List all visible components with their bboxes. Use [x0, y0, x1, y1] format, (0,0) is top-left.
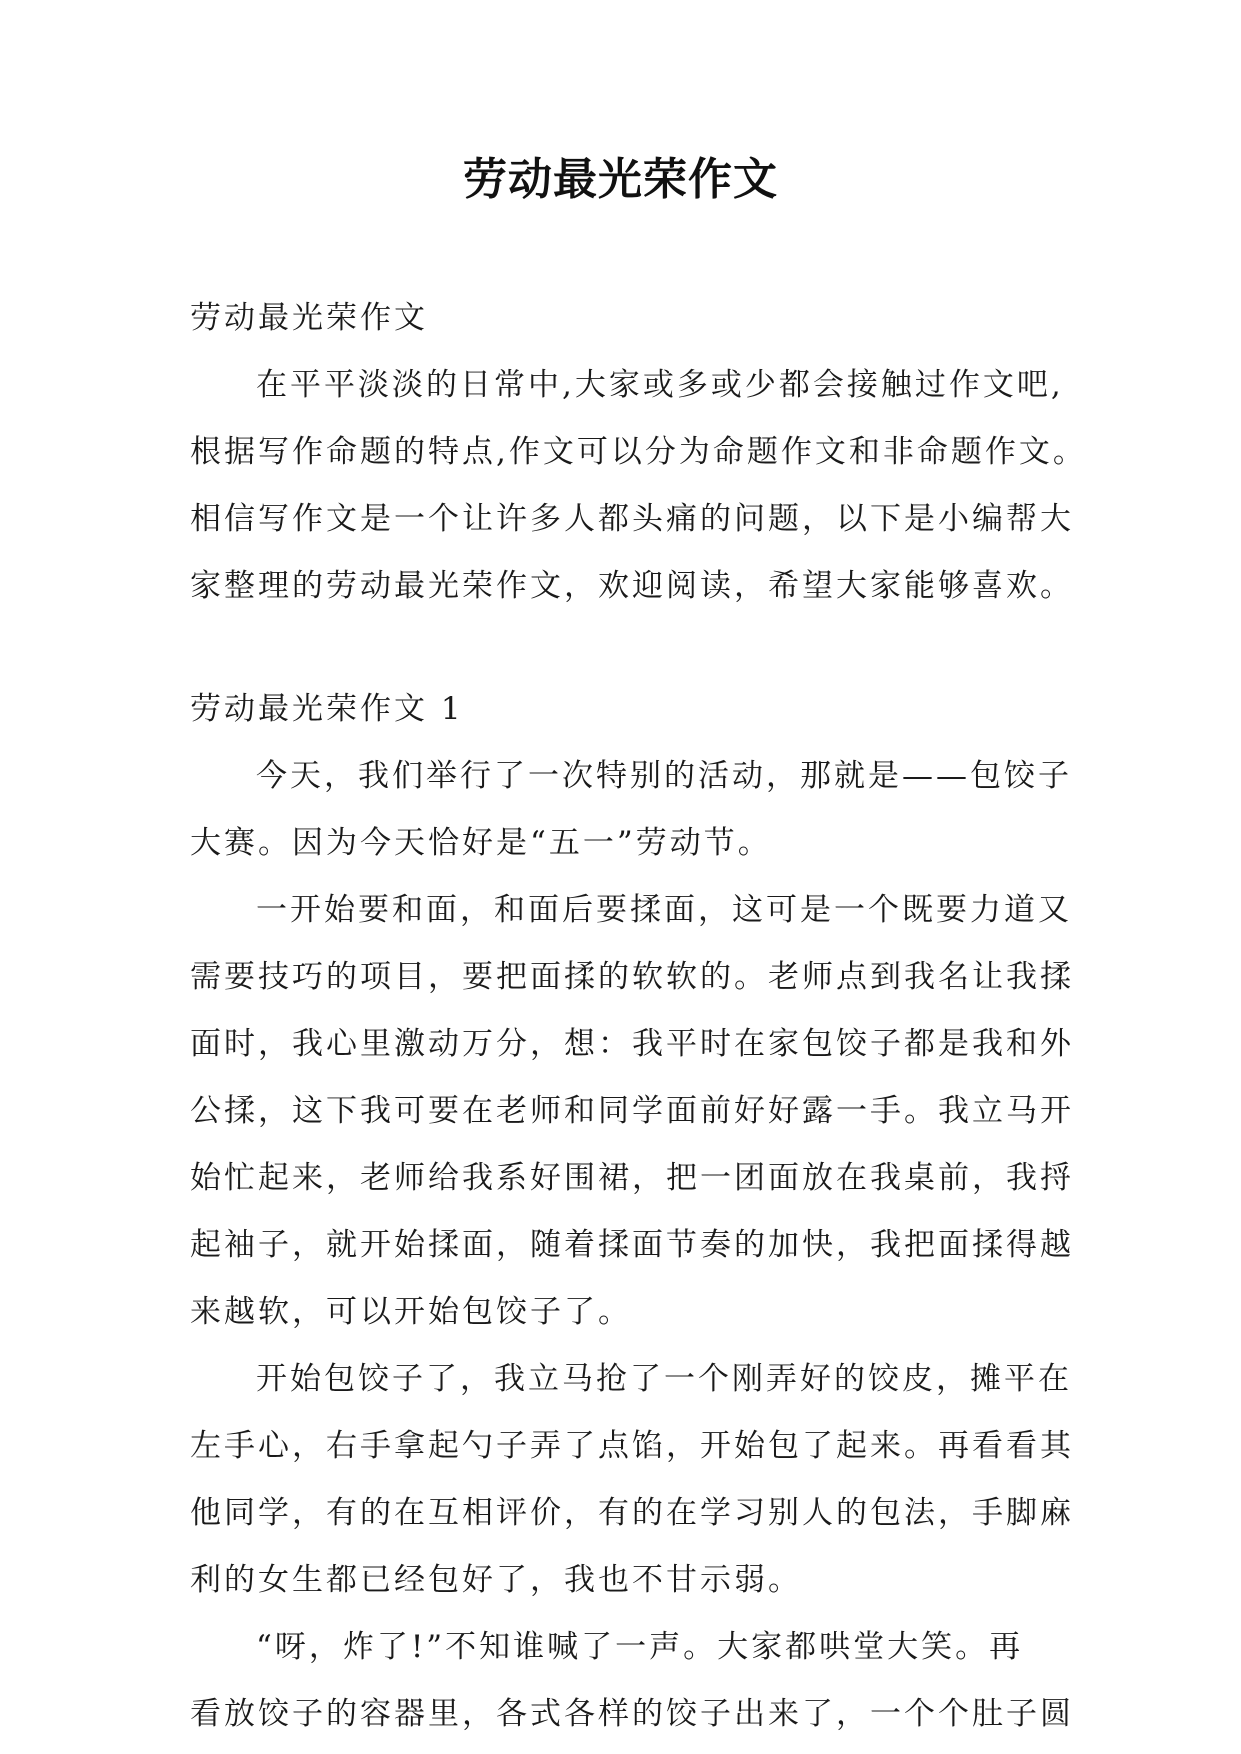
body-paragraph [190, 743, 1070, 877]
body-paragraph [190, 1614, 1074, 1748]
paragraph-line: 在平平淡淡的日常中,大家或多或少都会接触过作文吧, [256, 367, 1064, 403]
paragraph-line: “呀，炸了!”不知谁喊了一声。大家都哄堂大笑。再 [256, 1629, 1024, 1665]
document-body [190, 285, 1087, 1748]
body-paragraph [190, 1346, 1074, 1614]
section-spacer [190, 620, 1070, 676]
paragraph-line: 大赛。因为今天恰好是“五一”劳动节。 [190, 825, 772, 861]
paragraph-line: 左手心，右手拿起勺子弄了点馅，开始包了起来。再看看其 [190, 1428, 1074, 1464]
document-title: 劳动最光荣作文 [463, 154, 778, 205]
paragraph-line: 一开始要和面，和面后要揉面，这可是一个既要力道又 [256, 892, 1072, 928]
paragraph-line: 始忙起来，老师给我系好围裙，把一团面放在我桌前，我捋 [190, 1160, 1074, 1196]
paragraph-line: 家整理的劳动最光荣作文，欢迎阅读，希望大家能够喜欢。 [190, 568, 1074, 604]
paragraph-line: 来越软，可以开始包饺子了。 [190, 1294, 632, 1330]
paragraph-line: 相信写作文是一个让许多人都头痛的问题，以下是小编帮大 [190, 501, 1074, 537]
paragraph-line: 需要技巧的项目，要把面揉的软软的。老师点到我名让我揉 [190, 959, 1074, 995]
paragraph-line: 看放饺子的容器里，各式各样的饺子出来了，一个个肚子圆 [190, 1696, 1074, 1732]
body-paragraph [190, 877, 1074, 1346]
paragraph-line: 今天，我们举行了一次特别的活动，那就是——包饺子 [256, 758, 1072, 794]
paragraph-line: 他同学，有的在互相评价，有的在学习别人的包法，手脚麻 [190, 1495, 1074, 1531]
paragraph-line: 公揉，这下我可要在老师和同学面前好好露一手。我立马开 [190, 1093, 1074, 1129]
paragraph-line: 面时，我心里激动万分，想：我平时在家包饺子都是我和外 [190, 1026, 1074, 1062]
paragraph-line: 开始包饺子了，我立马抢了一个刚弄好的饺皮，摊平在 [256, 1361, 1072, 1397]
paragraph-line: 利的女生都已经包好了，我也不甘示弱。 [190, 1562, 802, 1598]
paragraph-line: 根据写作命题的特点,作文可以分为命题作文和非命题作文。 [190, 434, 1087, 470]
section-heading: 劳动最光荣作文 1 [190, 691, 464, 727]
paragraph-line: 起袖子，就开始揉面，随着揉面节奏的加快，我把面揉得越 [190, 1227, 1074, 1263]
intro-heading: 劳动最光荣作文 [190, 300, 428, 336]
intro-paragraph [190, 352, 1087, 620]
